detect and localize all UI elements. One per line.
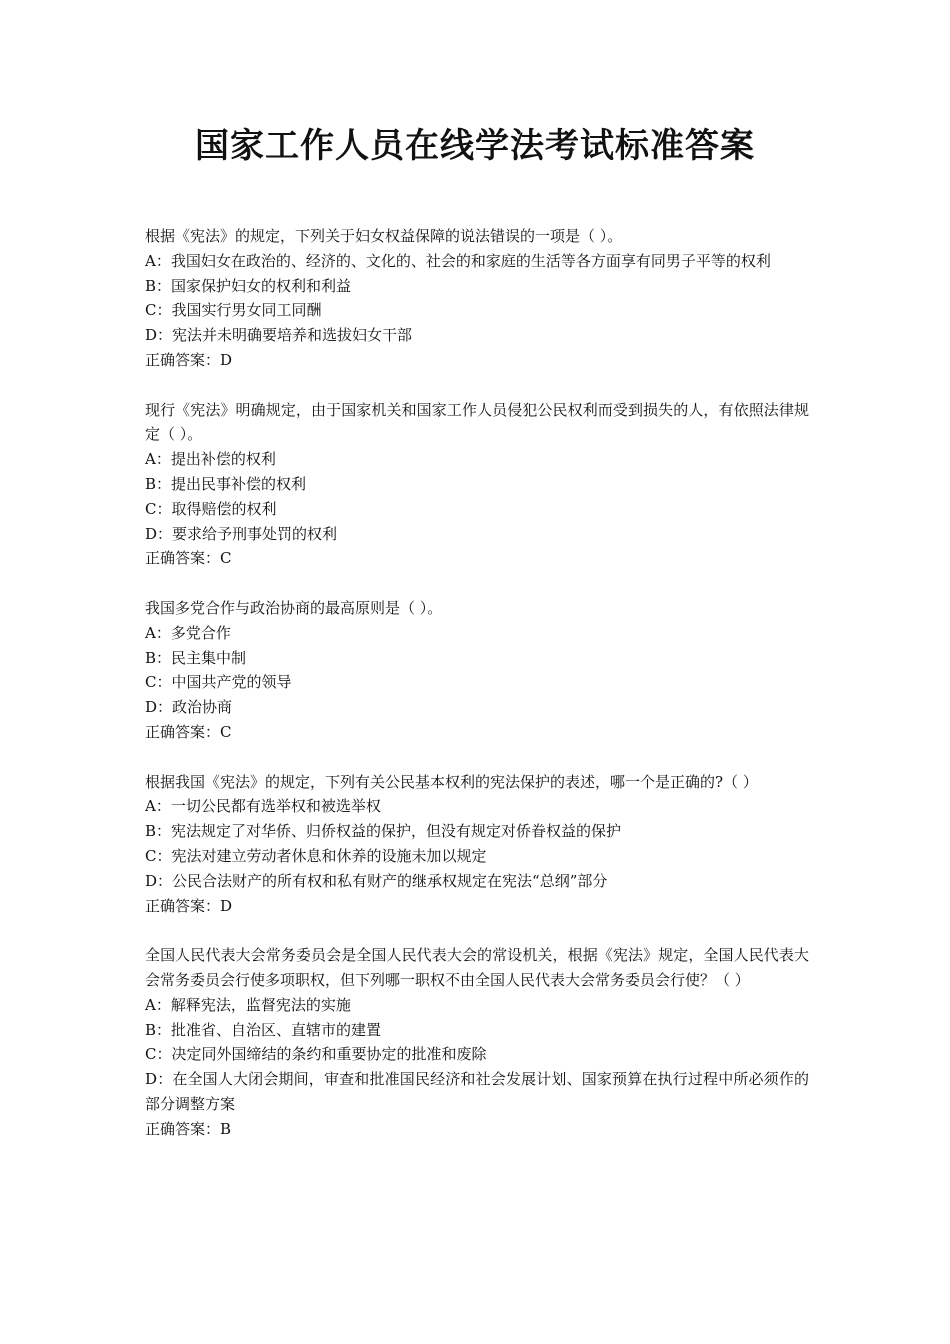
option-c: C：决定同外国缔结的条约和重要协定的批准和废除 bbox=[145, 1045, 487, 1064]
question-item bbox=[145, 770, 809, 919]
option-b: B：宪法规定了对华侨、归侨权益的保护，但没有规定对侨眷权益的保护 bbox=[145, 822, 622, 841]
question-item bbox=[145, 943, 809, 1141]
option-c: C：宪法对建立劳动者休息和休养的设施未加以规定 bbox=[145, 846, 487, 865]
question-text: 根据我国《宪法》的规定，下列有关公民基本权利的宪法保护的表述，哪一个是正确的?（ ） bbox=[145, 772, 758, 791]
option-b: B：国家保护妇女的权利和利益 bbox=[145, 276, 352, 295]
correct-answer: 正确答案：D bbox=[145, 896, 233, 915]
question-text: 现行《宪法》明确规定，由于国家机关和国家工作人员侵犯公民权利而受到损失的人，有依照法律规定（ ）。 bbox=[145, 400, 809, 444]
option-d: D：要求给予刑事处罚的权利 bbox=[145, 524, 338, 543]
option-a: A：提出补偿的权利 bbox=[145, 450, 276, 469]
correct-answer: 正确答案：C bbox=[145, 722, 232, 741]
correct-answer: 正确答案：D bbox=[145, 350, 233, 369]
option-c: C：我国实行男女同工同酬 bbox=[145, 301, 322, 320]
option-d: D：公民合法财产的所有权和私有财产的继承权规定在宪法“总纲”部分 bbox=[145, 871, 608, 890]
option-d: D：宪法并未明确要培养和选拔妇女干部 bbox=[145, 326, 413, 345]
option-b: B：提出民事补偿的权利 bbox=[145, 474, 307, 493]
correct-answer: 正确答案：B bbox=[145, 1119, 232, 1138]
option-a: A：解释宪法，监督宪法的实施 bbox=[145, 995, 351, 1014]
question-text: 全国人民代表大会常务委员会是全国人民代表大会的常设机关，根据《宪法》规定，全国人民代表大会常务委员会行使多项职权，但下列哪一职权不由全国人民代表大会常务委员会行使？（ ） bbox=[145, 946, 809, 989]
option-c: C：取得赔偿的权利 bbox=[145, 499, 277, 518]
option-d: D：政治协商 bbox=[145, 698, 233, 717]
option-a: A：我国妇女在政治的、经济的、文化的、社会的和家庭的生活等各方面享有同男子平等的权利 bbox=[145, 251, 771, 270]
option-b: B：民主集中制 bbox=[145, 648, 247, 667]
correct-answer: 正确答案：C bbox=[145, 549, 232, 568]
option-a: A：多党合作 bbox=[145, 623, 231, 642]
option-a: A：一切公民都有选举权和被选举权 bbox=[145, 797, 381, 816]
question-text: 我国多党合作与政治协商的最高原则是（ ）。 bbox=[145, 598, 443, 617]
question-list bbox=[145, 224, 809, 1166]
option-d: D：在全国人大闭会期间，审查和批准国民经济和社会发展计划、国家预算在执行过程中所必须作的部分调整方案 bbox=[145, 1070, 809, 1113]
option-b: B：批准省、自治区、直辖市的建置 bbox=[145, 1020, 382, 1039]
question-item bbox=[145, 596, 809, 745]
option-c: C：中国共产党的领导 bbox=[145, 673, 292, 692]
page-title: 国家工作人员在线学法考试标准答案 bbox=[195, 126, 755, 166]
question-item bbox=[145, 224, 809, 373]
question-text: 根据《宪法》的规定，下列关于妇女权益保障的说法错误的一项是（ ）。 bbox=[145, 227, 623, 245]
question-item bbox=[145, 398, 809, 572]
